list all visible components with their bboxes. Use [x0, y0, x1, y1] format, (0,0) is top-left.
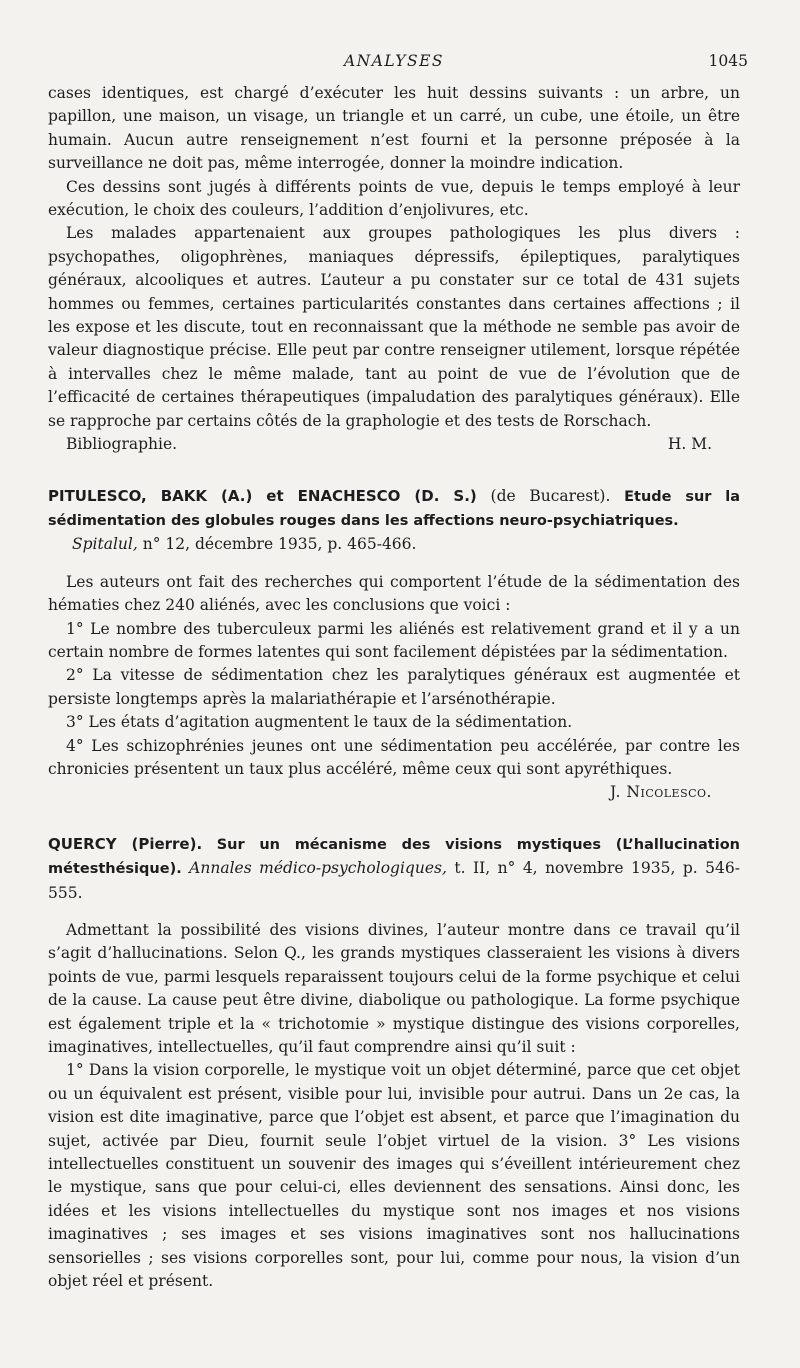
bibliography-label: Bibliographie.	[66, 435, 178, 454]
journal-citation: n° 12, décembre 1935, p. 465-466.	[142, 535, 417, 554]
paragraph: cases identiques, est chargé d’exécuter les huit dessins suivants : un arbre, un papillon, une maison, un visage, un triangle et un carré, un cube, une étoile, un être humain. Aucun autre renseignement n’est fourni et la personne préposée à la surveillance ne doit pas, même interrogée, donner la moindre indication.	[48, 84, 740, 173]
review-entry	[48, 833, 740, 1294]
list-item: 3° Les états d’agitation augmentent le taux de la sédimentation.	[66, 713, 573, 732]
reviewer-signature: H. M.	[667, 435, 712, 454]
review-title: Sur un mécanisme des visions mystiques (L’hallucination métesthésique).	[48, 836, 740, 878]
review-authors: QUERCY (Pierre).	[48, 834, 203, 853]
journal-name: Annales médico-psychologiques,	[189, 859, 447, 878]
paragraph: Admettant la possibilité des visions divines, l’auteur montre dans ce travail qu’il s’agit d’hallucinations. Selon Q., les grands mystiques classeraient les visions à divers points de vue, parmi lesquels reparaissent toujours celui de la forme psychique et celui de la cause. La cause peut être divine, diabolique ou pathologique. La forme psychique est également triple et la « trichotomie » mystique distingue des visions corporelles, imaginatives, intellectuelles, qu’il faut comprendre ainsi qu’il suit :	[48, 921, 740, 1057]
journal-name: Spitalul,	[72, 535, 138, 554]
paragraph: Les malades appartenaient aux groupes pathologiques les plus divers : psychopathes, oligophrènes, maniaques dépressifs, épileptiques, paralytiques généraux, alcooliques et autres. L’auteur a pu constater sur ce total de 431 sujets hommes ou femmes, certaines particularités constantes dans certaines affections ; il les expose et les discute, tout en reconnaissant que la méthode ne semble pas avoir de valeur diagnostique précise. Elle peut par contre renseigner utilement, lorsque répétée à intervalles chez le même malade, tant au point de vue de l’évolution que de l’efficacité de certaines thérapeutiques (impaludation des paralytiques généraux). Elle se rapproche par certains côtés de la graphologie et des tests de Rorschach.	[48, 224, 740, 430]
running-title: ANALYSES	[343, 52, 445, 70]
review-authors: PITULESCO, BAKK (A.) et ENACHESCO (D. S.)	[48, 486, 477, 505]
review-origin: (de Bucarest).	[490, 486, 611, 505]
journal-citation: t. II, n° 4, novembre 1935, p. 546-555.	[48, 859, 740, 902]
running-header	[48, 52, 748, 82]
list-item: 4° Les schizophrénies jeunes ont une sédimentation peu accélérée, par contre les chronicies présentent un taux plus accéléré, même ceux qui sont apyréthiques.	[48, 736, 740, 778]
review-heading	[48, 833, 740, 905]
review-continued	[48, 82, 740, 457]
list-item: 2° La vitesse de sédimentation chez les paralytiques généraux est augmentée et persiste longtemps après la malariathérapie et l’arsénothérapie.	[48, 666, 740, 708]
bibliography-line	[48, 433, 740, 456]
list-item: 1° Le nombre des tuberculeux parmi les aliénés est relativement grand et il y a un certain nombre de formes latentes qui sont facilement dépistées par la sédimentation.	[48, 619, 740, 661]
review-title: Etude sur la sédimentation des globules rouges dans les affections neuro-psychiatriques.	[48, 488, 741, 529]
paragraph: 1° Dans la vision corporelle, le mystique voit un objet déterminé, parce que cet objet ou un équivalent est présent, visible pour lui, invisible pour autrui. Dans un 2e cas, la vision est dite imaginative, parce que l’objet est absent, et parce que l’imagination du sujet, activée par Dieu, fournit seule l’objet virtuel de la vision. 3° Les visions intellectuelles constituent un souvenir des images qui s’éveillent intérieurement chez le mystique, sans que pour celui-ci, elles deviennent des sensations. Ainsi donc, les idées et les visions intellectuelles du mystique sont nos images et nos visions imaginatives ; ses images et ses visions imaginatives sont nos hallucinations sensorielles ; ses visions corporelles sont, pour lui, comme pour nous, la vision d’un objet réel et présent.	[48, 1061, 740, 1291]
review-entry	[48, 485, 740, 805]
page-number: 1045	[708, 52, 748, 70]
paragraph: Les auteurs ont fait des recherches qui comportent l’étude de la sédimentation des hématies chez 240 aliénés, avec les conclusions que voici :	[48, 572, 740, 615]
paragraph: Ces dessins sont jugés à différents points de vue, depuis le temps employé à leur exécution, le choix des couleurs, l’addition d’enjolivures, etc.	[48, 177, 740, 220]
review-heading	[48, 485, 740, 557]
reviewer-signature: J. Nicolesco.	[610, 783, 712, 802]
